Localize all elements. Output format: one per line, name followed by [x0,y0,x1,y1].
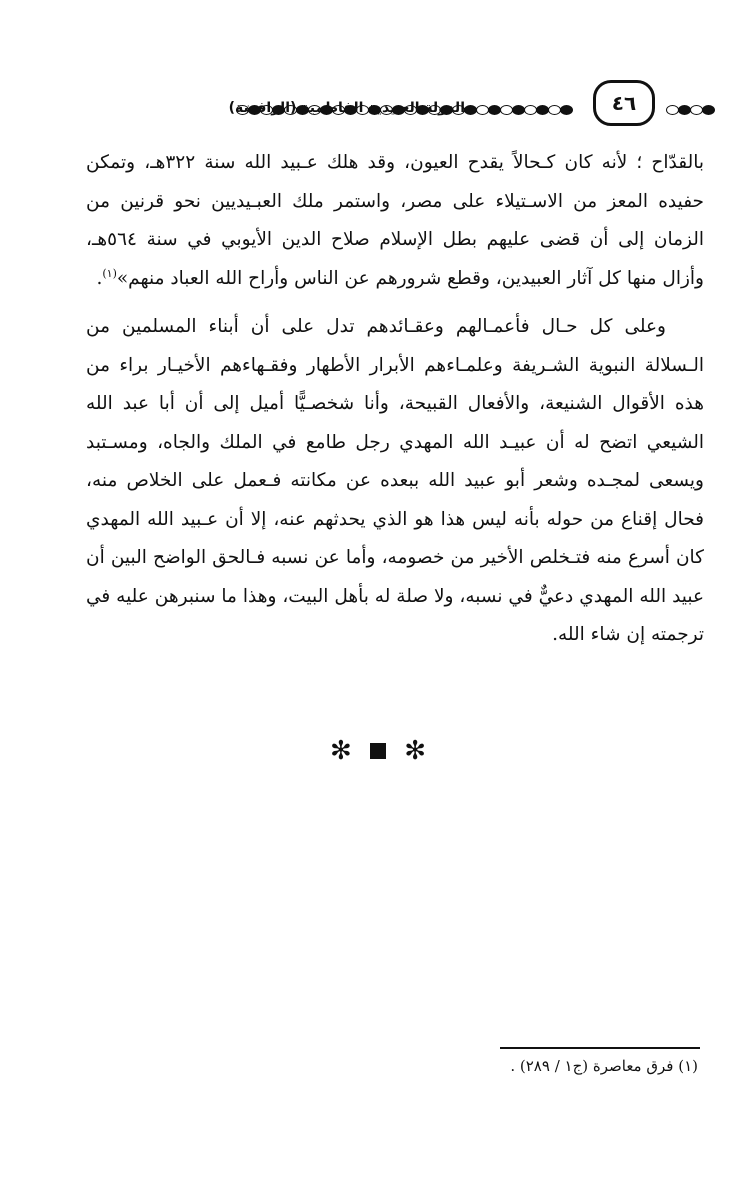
page-header [60,80,700,136]
paragraph-1-text: بالقدّاح ؛ لأنه كان كـحالاً يقدح العيون، وقد هلك عـبيد الله سنة ٣٢٢هـ، وتمكن حفيده المعز من الاسـتيلاء على مصر، واستمر ملك العبـيديين نحو قرنين من الزمان إلى أن قضى عليهم بطل الإسلام صلاح الدين الأيوبي في سنة ٥٦٤هـ، وأزال منها كل آثار العبيدين، وقطع شرورهم عن الناس وأراح الله العباد منهم» [86,152,705,289]
footnote: (١) فرق معاصرة (ج١ / ٢٨٩) . [510,1057,698,1075]
footnote-reference: (١) [102,266,117,280]
asterisk-icon: ✻ [330,736,352,766]
decorative-chain-right [666,104,706,116]
square-icon [370,743,386,759]
main-text [86,144,704,655]
footnote-divider [500,1047,700,1049]
paragraph-2: وعلى كل حـال فأعمـالهم وعقـائدهم تدل على أن أبناء المسلمين من الـسلالة النبوية الشـريفة وعلمـاءهم الأبرار الأطهار وفقـهاءهم الأخيـار براء من هذه الأقوال الشنيعة، والأفعال القبيحة، وأنا شخصـيًّا أميل إلى أن أبا عبد الله الشيعي اتضح له أن عبيـد الله المهدي رجل طامع في الملك والجاه، ومسـتبد ويسعى لمجـده وشعر أبو عبيد الله ببعده عن مكانته فـعمل على الخلاص منه، فحال إقناع من حوله بأنه ليس هذا هو الذي يحدثهم عنه، إلا أن عـبيد الله المهدي كان أسرع منه فتـخلص الأخير من خصومه، وأما عن نسبه فـالحق الواضح البين أن عبيد الله المهدي دعيٌّ في نسبه، ولا صلة له بأهل البيت، وهذا ما سنبرهن عليه في ترجمته إن شاء الله. [86,316,704,645]
paragraph-1-end: . [96,267,103,289]
section-ornament [330,738,426,764]
running-title: الدولة العبيدية الفاطمية (الرافضة) [228,100,465,116]
page-number: ٤٦ [593,80,655,126]
paragraph-1 [86,144,704,298]
asterisk-icon: ✻ [404,736,426,766]
